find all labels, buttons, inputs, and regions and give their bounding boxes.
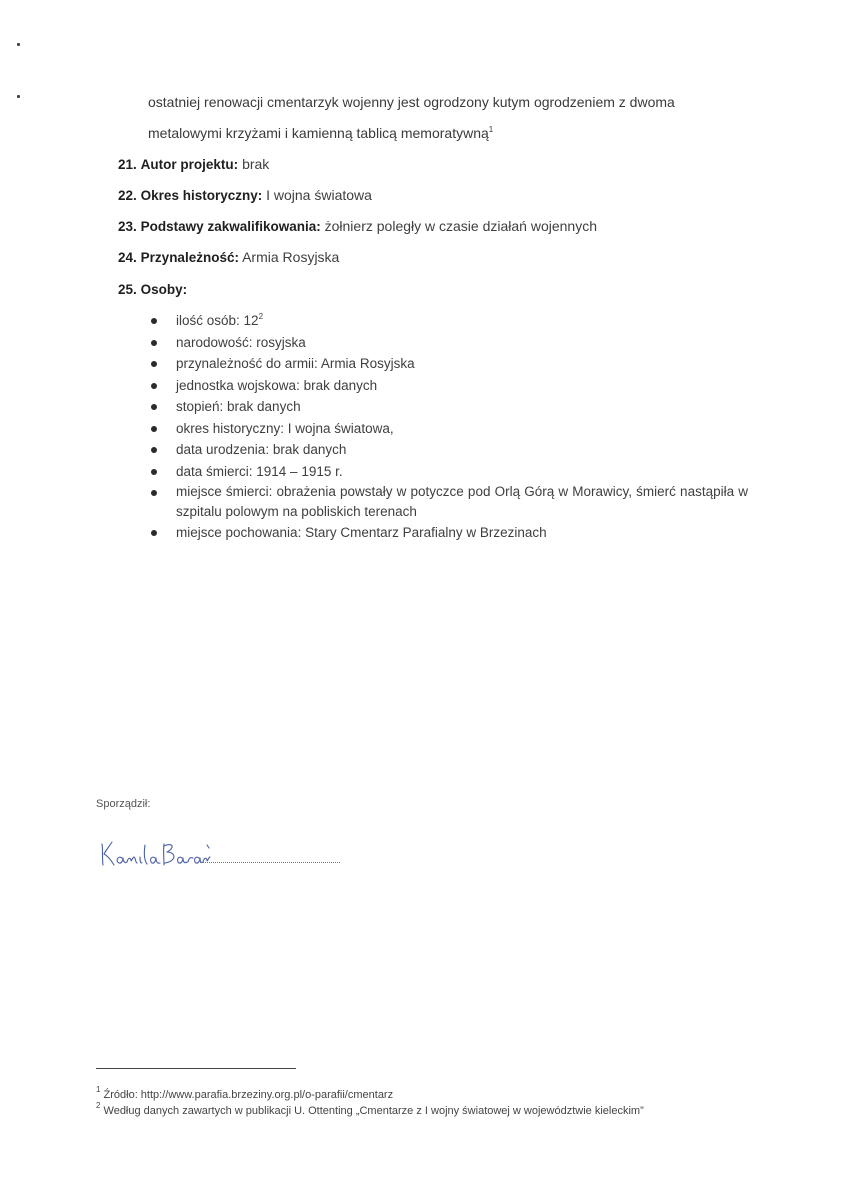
field-qualification: [118, 217, 597, 236]
footnote-text: Źródło: http://www.parafia.brzeziny.org.pl/o-parafii/cmentarz: [103, 1089, 394, 1101]
list-item: data śmierci: 1914 – 1915 r.: [148, 461, 748, 483]
field-persons: [118, 280, 187, 299]
field-number: 22.: [118, 188, 137, 203]
field-value: brak: [242, 156, 270, 172]
footnote-text: Według danych zawartych w publikacji U. Ottenting „Cmentarze z I wojny światowej w województwie kieleckim”: [103, 1105, 644, 1117]
handwritten-signature: [96, 836, 216, 875]
field-value: Armia Rosyjska: [242, 249, 340, 265]
intro-line-2: [148, 124, 493, 142]
intro-text-1: ostatniej renowacji cmentarzyk wojenny jest ogrodzony kutym ogrodzeniem z dwoma: [148, 94, 675, 110]
field-label: Okres historyczny:: [140, 188, 263, 203]
footnote-separator: [96, 1068, 296, 1069]
field-number: 23.: [118, 219, 137, 234]
footnote-ref: 1: [488, 125, 494, 134]
list-item: miejsce śmierci: obrażenia powstały w potyczce pod Orlą Górą w Morawicy, śmierć nastąpiła w szpitalu polowym na pobliskich terenach: [148, 482, 748, 522]
scan-mark: [17, 95, 20, 98]
signature-line: [200, 862, 340, 863]
list-item: okres historyczny: I wojna światowa,: [148, 418, 748, 440]
field-number: 21.: [118, 157, 137, 172]
list-item: narodowość: rosyjska: [148, 332, 748, 354]
field-label: Przynależność:: [140, 250, 239, 265]
list-item: jednostka wojskowa: brak danych: [148, 375, 748, 397]
footnote-number: 2: [96, 1101, 101, 1110]
persons-list: [148, 310, 748, 544]
field-label: Osoby:: [140, 282, 188, 297]
list-item-text: ilość osób: 12: [176, 313, 259, 328]
list-item: miejsce pochowania: Stary Cmentarz Parafialny w Brzezinach: [148, 522, 748, 544]
field-label: Podstawy zakwalifikowania:: [140, 219, 321, 234]
list-item: stopień: brak danych: [148, 396, 748, 418]
scan-mark: [17, 43, 20, 46]
field-author: [118, 155, 269, 174]
footnote-1: [96, 1085, 394, 1102]
field-number: 24.: [118, 250, 137, 265]
list-item: data urodzenia: brak danych: [148, 439, 748, 461]
footnote-number: 1: [96, 1085, 101, 1094]
field-affiliation: [118, 248, 339, 267]
field-value: żołnierz poległy w czasie działań wojennych: [324, 218, 597, 234]
list-item: przynależność do armii: Armia Rosyjska: [148, 353, 748, 375]
prepared-by-label: Sporządził:: [96, 798, 151, 810]
field-number: 25.: [118, 282, 137, 297]
intro-text-2: metalowymi krzyżami i kamienną tablicą memoratywną: [148, 125, 489, 141]
field-historical-period: [118, 186, 372, 205]
footnote-ref: 2: [258, 312, 264, 321]
footnote-2: [96, 1101, 741, 1118]
field-label: Autor projektu:: [140, 157, 239, 172]
intro-line-1: [148, 93, 675, 111]
field-value: I wojna światowa: [266, 187, 372, 203]
list-item: [148, 310, 748, 332]
